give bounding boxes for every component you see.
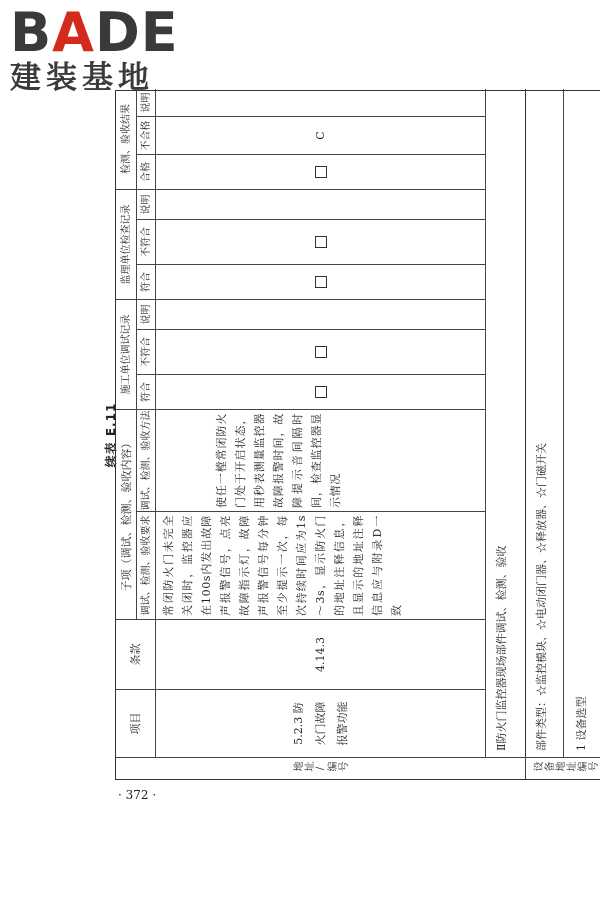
row-requirement: 常闭防火门未完全关闭时，监控器应在100s内发出故障声报警信号，点亮故障指示灯，故障声报警信号每分钟至少提示一次，每次持续时间应为1s～3s，显示防火门的地址注释信息，且显示的地址注释信息应与附录D一致 <box>156 511 486 619</box>
header-inspection: 检测、验收结果 <box>116 89 137 189</box>
part-types: 部件类型：☆监控模块、☆电动闭门器、☆释放器、☆门磁开关 <box>526 89 564 757</box>
supervision-nonconform-box <box>156 219 486 264</box>
checkbox-icon <box>315 346 327 358</box>
equipment-selection: 1 设备选型 <box>575 696 588 751</box>
header-item: 项目 <box>116 689 156 757</box>
header-construction-note: 说明 <box>137 299 156 329</box>
rotated-table-page <box>104 90 600 780</box>
header-construction: 施工单位调试记录 <box>116 299 137 409</box>
header-clause: 条款 <box>116 619 156 689</box>
header-supervision-nonconform: 不符合 <box>137 219 156 264</box>
supervision-conform-box <box>156 264 486 299</box>
side-label: 设备地址编号 <box>526 757 600 779</box>
header-address: 地址/编号 <box>116 757 526 779</box>
bade-logo <box>10 1 180 96</box>
inspection-note <box>156 89 486 116</box>
checkbox-icon <box>315 276 327 288</box>
header-method: 调试、检测、验收方法 <box>137 409 156 511</box>
header-supervision-note: 说明 <box>137 189 156 219</box>
header-inspection-qualified: 合格 <box>137 154 156 189</box>
section-title: Ⅱ防火门监控器现场部件调试、检测、验收 <box>486 89 526 757</box>
inspection-unqualified-mark: C <box>156 116 486 154</box>
construction-nonconform-box <box>156 329 486 374</box>
header-inspection-unqualified: 不合格 <box>137 116 156 154</box>
construction-conform-box <box>156 374 486 409</box>
header-construction-nonconform: 不符合 <box>137 329 156 374</box>
checkbox-icon <box>315 166 327 178</box>
header-requirement: 调试、检测、验收要求 <box>137 511 156 619</box>
supervision-note <box>156 189 486 219</box>
logo-chinese: 建装基地 <box>10 60 154 96</box>
inspection-qualified-box <box>156 154 486 189</box>
table-title: 续表 E.11 <box>104 402 118 468</box>
inspection-table <box>115 90 600 780</box>
page-number: · 372 · <box>118 788 157 802</box>
row-method: 使任一樘常闭防火门处于开启状态，用秒表测量监控器故障报警时间，故障提示音间隔时间，检查监控器显示情况 <box>156 409 486 511</box>
header-subitem-group: 子项（调试、检测、验收内容） <box>116 409 137 619</box>
row-item: 5.2.3 防火门故障报警功能 <box>156 689 486 757</box>
header-construction-conform: 符合 <box>137 374 156 409</box>
row-clause: 4.14.3 <box>156 619 486 689</box>
header-supervision: 监理单位检查记录 <box>116 189 137 299</box>
checkbox-icon <box>315 236 327 248</box>
construction-note <box>156 299 486 329</box>
header-inspection-note: 说明 <box>137 89 156 116</box>
checkbox-icon <box>315 386 327 398</box>
header-supervision-conform: 符合 <box>137 264 156 299</box>
logo-latin: BADE <box>10 1 179 64</box>
